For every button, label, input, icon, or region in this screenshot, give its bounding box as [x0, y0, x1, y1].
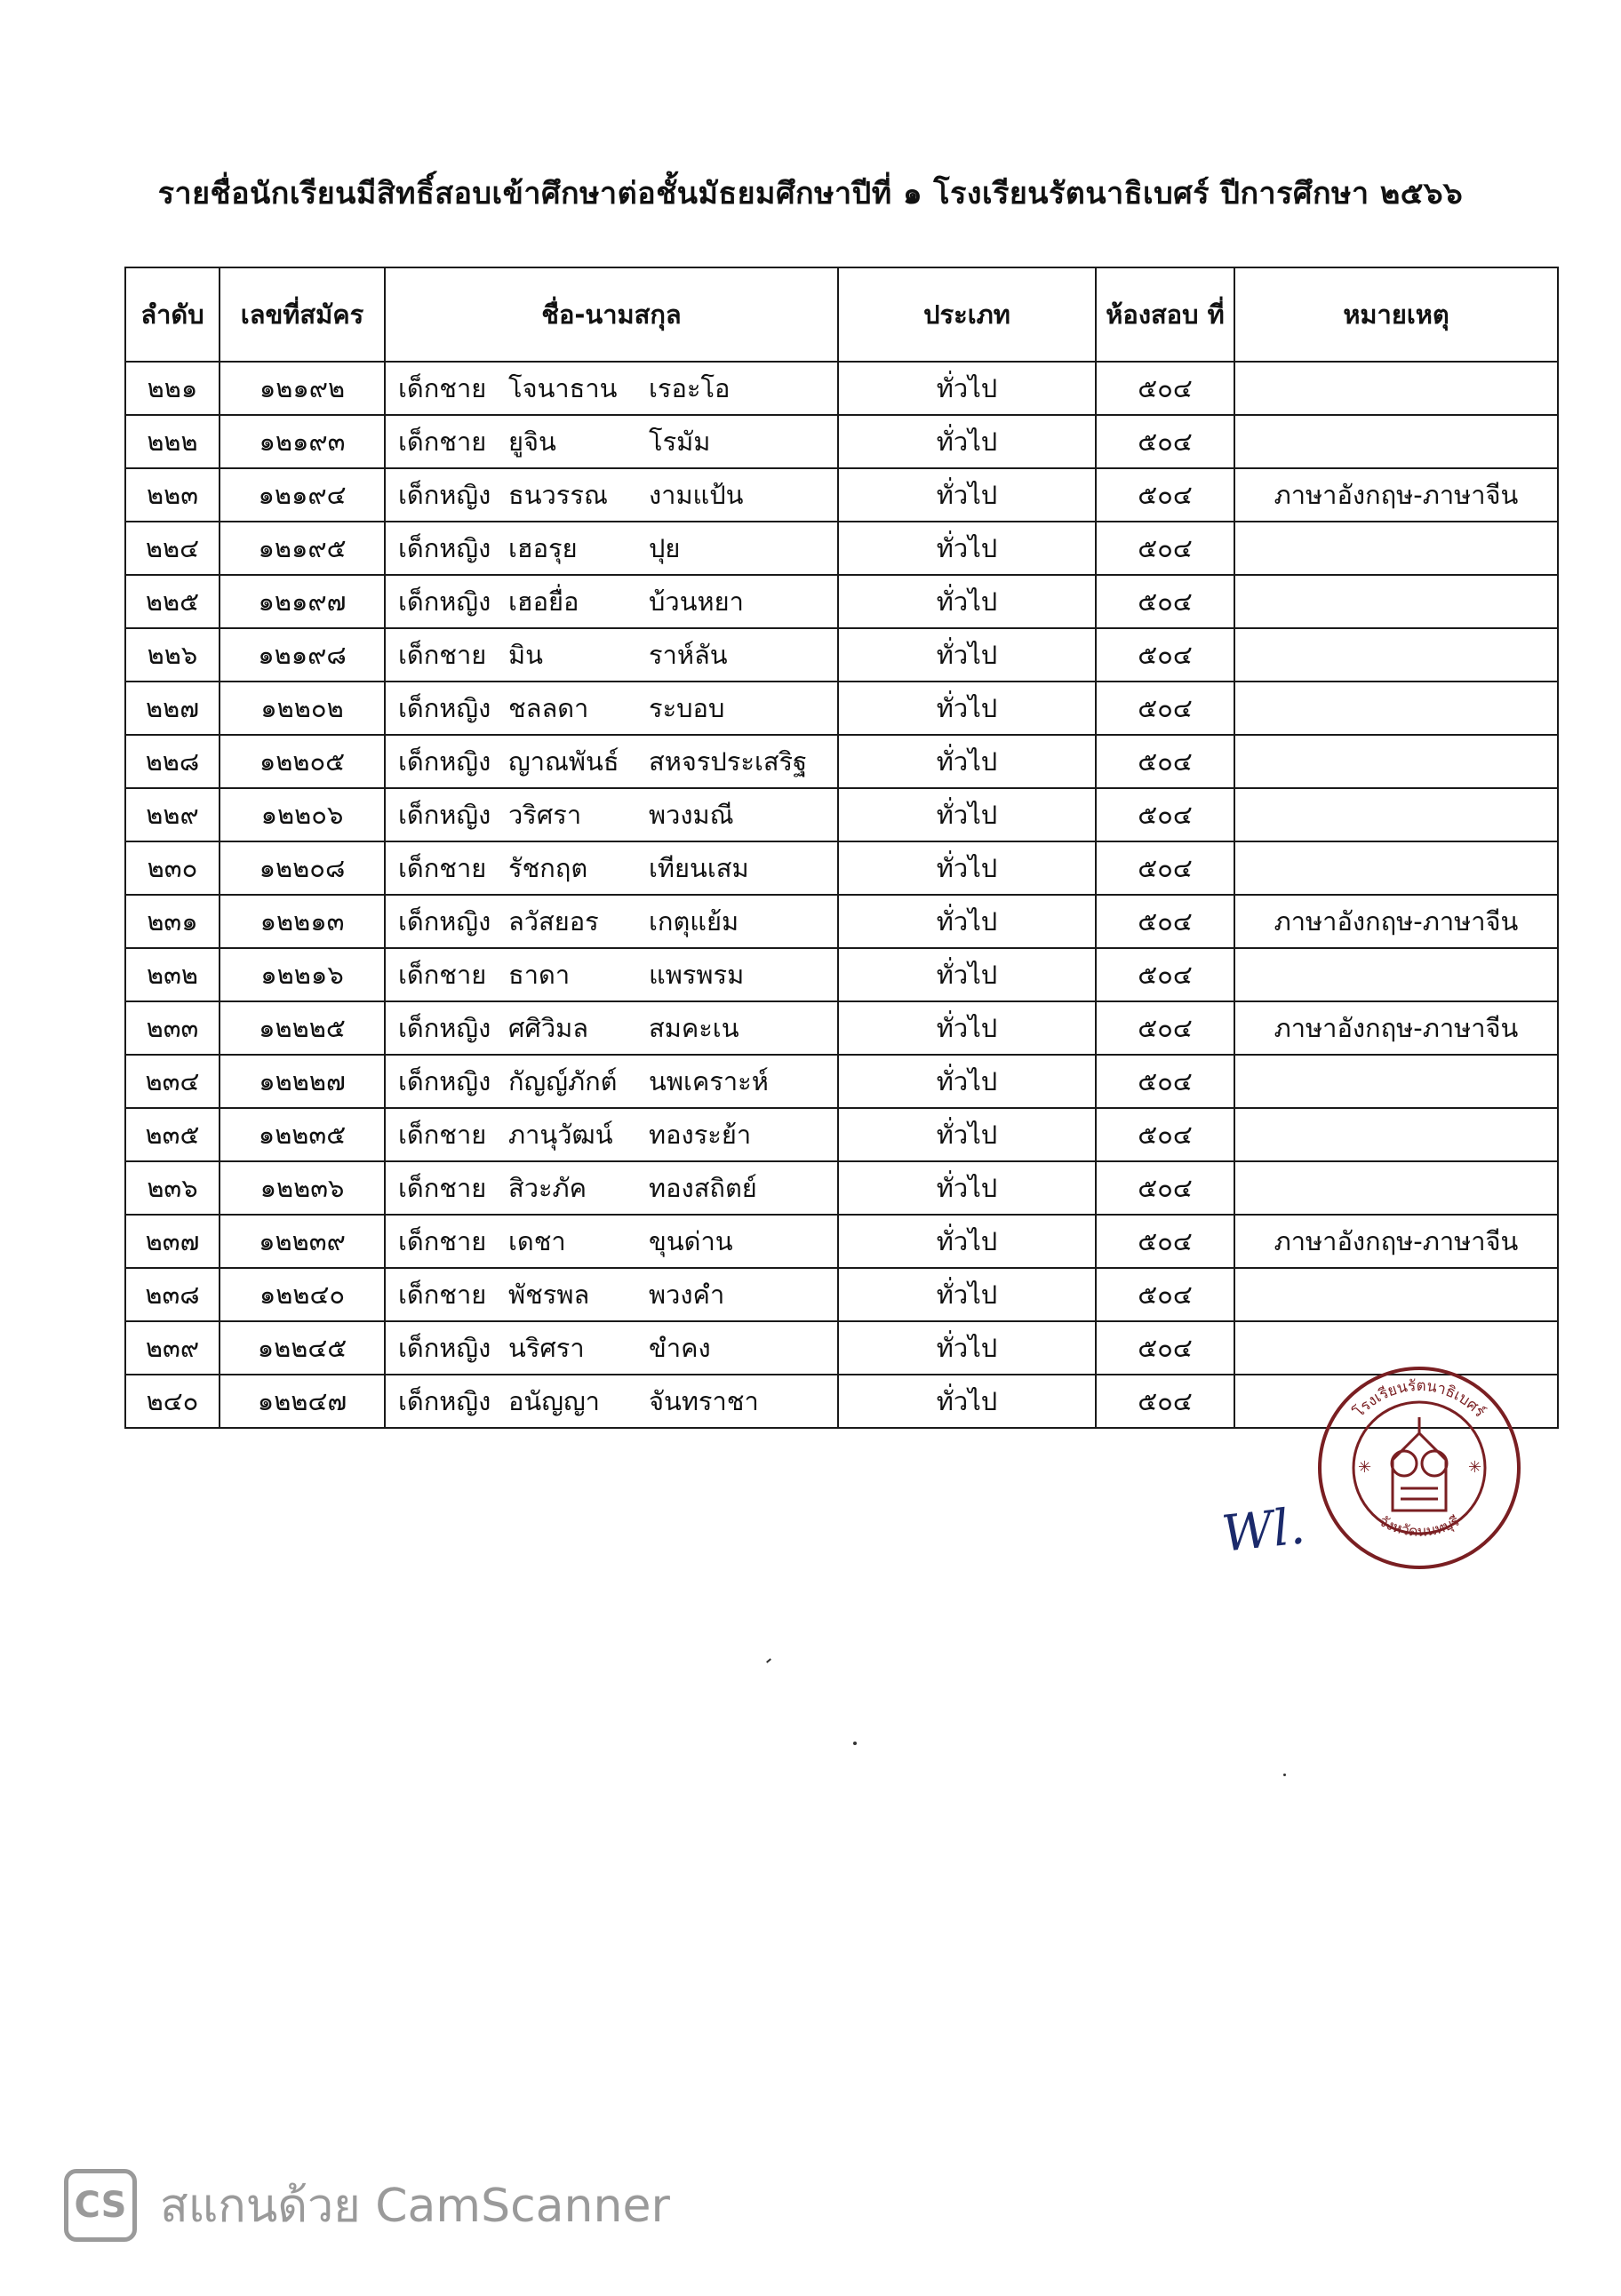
cell-room: ๕๐๔ — [1096, 522, 1234, 575]
cell-seq: ๒๒๗ — [125, 682, 220, 735]
name-prefix: เด็กหญิง — [398, 1386, 491, 1416]
last-name: ทองสถิตย์ — [649, 1173, 757, 1203]
first-name: ภานุวัฒน์ — [508, 1120, 613, 1150]
cell-name — [385, 628, 838, 682]
name-prefix: เด็กหญิง — [398, 1333, 491, 1363]
cell-name — [385, 895, 838, 948]
cell-room: ๕๐๔ — [1096, 788, 1234, 841]
cell-room: ๕๐๔ — [1096, 1055, 1234, 1108]
last-name: โรมัม — [649, 427, 711, 457]
name-prefix: เด็กชาย — [398, 640, 487, 670]
cell-room: ๕๐๔ — [1096, 948, 1234, 1001]
last-name: พวงมณี — [649, 800, 734, 830]
table-row — [125, 1055, 1558, 1108]
header-note: หมายเหตุ — [1234, 267, 1558, 362]
cell-app-no: ๑๒๒๒๗ — [220, 1055, 385, 1108]
cell-seq: ๒๒๕ — [125, 575, 220, 628]
last-name: บ้วนหยา — [649, 586, 744, 617]
cell-note — [1234, 1161, 1558, 1215]
name-prefix: เด็กหญิง — [398, 693, 491, 723]
cell-app-no: ๑๒๒๔๐ — [220, 1268, 385, 1321]
name-prefix: เด็กชาย — [398, 1173, 487, 1203]
cell-note — [1234, 841, 1558, 895]
cell-app-no: ๑๒๒๑๖ — [220, 948, 385, 1001]
first-name: ยูจิน — [508, 427, 556, 457]
cell-room: ๕๐๔ — [1096, 362, 1234, 415]
first-name: โจนาธาน — [508, 373, 618, 403]
cell-type: ทั่วไป — [838, 628, 1096, 682]
cell-room: ๕๐๔ — [1096, 1375, 1234, 1428]
first-name: เฮอรุย — [508, 533, 578, 563]
cell-note: ภาษาอังกฤษ-ภาษาจีน — [1234, 1001, 1558, 1055]
table-row — [125, 628, 1558, 682]
table-row — [125, 735, 1558, 788]
cell-type: ทั่วไป — [838, 1108, 1096, 1161]
last-name: เกตุแย้ม — [649, 906, 739, 937]
last-name: พวงคำ — [649, 1280, 725, 1310]
first-name: มิน — [508, 640, 543, 670]
cell-note: ภาษาอังกฤษ-ภาษาจีน — [1234, 895, 1558, 948]
first-name: สิวะภัค — [508, 1173, 587, 1203]
cell-type: ทั่วไป — [838, 415, 1096, 468]
cell-note: ภาษาอังกฤษ-ภาษาจีน — [1234, 468, 1558, 522]
cell-seq: ๒๓๐ — [125, 841, 220, 895]
cell-room: ๕๐๔ — [1096, 575, 1234, 628]
cell-type: ทั่วไป — [838, 895, 1096, 948]
first-name: กัญญ์ภักต์ — [508, 1066, 618, 1096]
name-prefix: เด็กหญิง — [398, 800, 491, 830]
name-prefix: เด็กหญิง — [398, 533, 491, 563]
cell-app-no: ๑๒๒๓๙ — [220, 1215, 385, 1268]
table-row — [125, 895, 1558, 948]
last-name: นพเคราะห์ — [649, 1066, 769, 1096]
cell-name — [385, 1001, 838, 1055]
student-roster-table — [124, 267, 1559, 1429]
cell-type: ทั่วไป — [838, 841, 1096, 895]
svg-text:โรงเรียนรัตนาธิเบศร์ — [1350, 1377, 1489, 1421]
cell-app-no: ๑๒๒๐๖ — [220, 788, 385, 841]
table-row — [125, 522, 1558, 575]
cell-room: ๕๐๔ — [1096, 628, 1234, 682]
table-row — [125, 1108, 1558, 1161]
first-name: ศศิวิมล — [508, 1013, 588, 1043]
last-name: ปุย — [649, 533, 681, 563]
cell-app-no: ๑๒๒๓๖ — [220, 1161, 385, 1215]
cell-seq: ๒๓๑ — [125, 895, 220, 948]
name-prefix: เด็กหญิง — [398, 746, 491, 777]
header-app-no: เลขที่สมัคร — [220, 267, 385, 362]
cell-app-no: ๑๒๒๐๕ — [220, 735, 385, 788]
name-prefix: เด็กชาย — [398, 960, 487, 990]
cell-type: ทั่วไป — [838, 1215, 1096, 1268]
last-name: เทียนเสม — [649, 853, 749, 883]
last-name: ราห์ลัน — [649, 640, 728, 670]
school-seal-stamp — [1315, 1364, 1524, 1573]
cell-app-no: ๑๒๒๒๕ — [220, 1001, 385, 1055]
cell-app-no: ๑๒๒๑๓ — [220, 895, 385, 948]
header-room: ห้องสอบ ที่ — [1096, 267, 1234, 362]
cell-room: ๕๐๔ — [1096, 468, 1234, 522]
cell-seq: ๒๒๓ — [125, 468, 220, 522]
cell-app-no: ๑๒๑๙๒ — [220, 362, 385, 415]
camscanner-watermark — [64, 2168, 670, 2242]
cell-type: ทั่วไป — [838, 788, 1096, 841]
name-prefix: เด็กชาย — [398, 853, 487, 883]
signature: Wl. — [1218, 1497, 1308, 1564]
first-name: อนัญญา — [508, 1386, 600, 1416]
table-row — [125, 1161, 1558, 1215]
cell-type: ทั่วไป — [838, 1001, 1096, 1055]
cell-note — [1234, 362, 1558, 415]
cell-name — [385, 468, 838, 522]
camscanner-watermark-text: สแกนด้วย CamScanner — [160, 2180, 670, 2233]
name-prefix: เด็กหญิง — [398, 480, 491, 510]
seal-text-bottom: จังหวัดนนทบุรี — [1376, 1511, 1463, 1540]
cell-seq: ๒๒๖ — [125, 628, 220, 682]
first-name: ชลลดา — [508, 693, 589, 723]
cell-app-no: ๑๒๑๙๔ — [220, 468, 385, 522]
cell-room: ๕๐๔ — [1096, 1268, 1234, 1321]
last-name: ขำคง — [649, 1333, 711, 1363]
svg-text:✳: ✳ — [1468, 1458, 1482, 1477]
cell-note — [1234, 522, 1558, 575]
name-prefix: เด็กชาย — [398, 373, 487, 403]
cell-room: ๕๐๔ — [1096, 735, 1234, 788]
table-row — [125, 1268, 1558, 1321]
cell-room: ๕๐๔ — [1096, 1215, 1234, 1268]
table-body — [125, 362, 1558, 1428]
cell-note — [1234, 1055, 1558, 1108]
cell-app-no: ๑๒๑๙๓ — [220, 415, 385, 468]
first-name: เฮอยื่อ — [508, 586, 579, 617]
table-row — [125, 1215, 1558, 1268]
table-row — [125, 362, 1558, 415]
svg-text:จังหวัดนนทบุรี — [1376, 1512, 1462, 1540]
first-name: ธาดา — [508, 960, 571, 990]
cell-type: ทั่วไป — [838, 948, 1096, 1001]
cell-app-no: ๑๒๒๐๘ — [220, 841, 385, 895]
cell-seq: ๒๓๕ — [125, 1108, 220, 1161]
cell-name — [385, 362, 838, 415]
cell-type: ทั่วไป — [838, 1055, 1096, 1108]
table-row — [125, 1001, 1558, 1055]
table-row — [125, 682, 1558, 735]
cell-type: ทั่วไป — [838, 522, 1096, 575]
cell-app-no: ๑๒๒๓๕ — [220, 1108, 385, 1161]
table-row — [125, 841, 1558, 895]
cell-seq: ๒๓๔ — [125, 1055, 220, 1108]
cell-seq: ๒๒๙ — [125, 788, 220, 841]
cell-type: ทั่วไป — [838, 1321, 1096, 1375]
cell-type: ทั่วไป — [838, 682, 1096, 735]
cell-room: ๕๐๔ — [1096, 1161, 1234, 1215]
last-name: ทองระย้า — [649, 1120, 752, 1150]
name-prefix: เด็กชาย — [398, 1120, 487, 1150]
scan-speck — [766, 1658, 771, 1662]
table-row — [125, 575, 1558, 628]
cell-note — [1234, 948, 1558, 1001]
cell-note — [1234, 788, 1558, 841]
cell-room: ๕๐๔ — [1096, 895, 1234, 948]
cell-app-no: ๑๒๑๙๘ — [220, 628, 385, 682]
table-row — [125, 415, 1558, 468]
last-name: สมคะเน — [649, 1013, 739, 1043]
cell-name — [385, 1055, 838, 1108]
cell-room: ๕๐๔ — [1096, 1108, 1234, 1161]
cell-name — [385, 1375, 838, 1428]
cell-seq: ๒๔๐ — [125, 1375, 220, 1428]
cell-app-no: ๑๒๑๙๕ — [220, 522, 385, 575]
first-name: พัชรพล — [508, 1280, 590, 1310]
last-name: จันทราชา — [649, 1386, 759, 1416]
first-name: นริศรา — [508, 1333, 585, 1363]
cell-type: ทั่วไป — [838, 735, 1096, 788]
cell-seq: ๒๓๓ — [125, 1001, 220, 1055]
cell-name — [385, 1108, 838, 1161]
cell-note — [1234, 628, 1558, 682]
table-row — [125, 468, 1558, 522]
first-name: ธนวรรณ — [508, 480, 608, 510]
cell-seq: ๒๓๗ — [125, 1215, 220, 1268]
cell-note — [1234, 575, 1558, 628]
cell-note — [1234, 1108, 1558, 1161]
name-prefix: เด็กชาย — [398, 1280, 487, 1310]
name-prefix: เด็กชาย — [398, 427, 487, 457]
cell-note: ภาษาอังกฤษ-ภาษาจีน — [1234, 1215, 1558, 1268]
name-prefix: เด็กหญิง — [398, 906, 491, 937]
cell-app-no: ๑๒๒๐๒ — [220, 682, 385, 735]
cell-seq: ๒๓๖ — [125, 1161, 220, 1215]
cell-room: ๕๐๔ — [1096, 841, 1234, 895]
cell-room: ๕๐๔ — [1096, 1001, 1234, 1055]
cell-name — [385, 1268, 838, 1321]
cell-note — [1234, 1268, 1558, 1321]
cell-note — [1234, 682, 1558, 735]
first-name: ลวัสยอร — [508, 906, 599, 937]
scan-speck — [853, 1742, 857, 1745]
first-name: วริศรา — [508, 800, 582, 830]
cell-type: ทั่วไป — [838, 1161, 1096, 1215]
cell-type: ทั่วไป — [838, 1375, 1096, 1428]
document-title: รายชื่อนักเรียนมีสิทธิ์สอบเข้าศึกษาต่อชั้นมัธยมศึกษาปีที่ ๑ โรงเรียนรัตนาธิเบศร์ ปีการศึกษา ๒๕๖๖ — [157, 176, 1464, 211]
name-prefix: เด็กหญิง — [398, 1066, 491, 1096]
last-name: เรอะโอ — [649, 373, 731, 403]
header-name: ชื่อ-นามสกุล — [385, 267, 838, 362]
name-prefix: เด็กหญิง — [398, 1013, 491, 1043]
cell-seq: ๒๒๔ — [125, 522, 220, 575]
cell-name — [385, 735, 838, 788]
cell-name — [385, 841, 838, 895]
name-prefix: เด็กชาย — [398, 1226, 487, 1256]
cell-name — [385, 1161, 838, 1215]
last-name: ระบอบ — [649, 693, 725, 723]
seal-text-top: โรงเรียนรัตนาธิเบศร์ — [1350, 1376, 1489, 1422]
last-name: แพรพรม — [649, 960, 745, 990]
cell-app-no: ๑๒๒๔๗ — [220, 1375, 385, 1428]
cell-note — [1234, 735, 1558, 788]
cell-name — [385, 788, 838, 841]
cell-name — [385, 1321, 838, 1375]
cell-type: ทั่วไป — [838, 575, 1096, 628]
svg-text:✳: ✳ — [1358, 1458, 1372, 1477]
cell-seq: ๒๒๘ — [125, 735, 220, 788]
cell-note — [1234, 415, 1558, 468]
header-seq: ลำดับ — [125, 267, 220, 362]
cell-name — [385, 682, 838, 735]
first-name: เดชา — [508, 1226, 566, 1256]
last-name: ขุนด่าน — [649, 1226, 733, 1256]
table-row — [125, 948, 1558, 1001]
cell-seq: ๒๓๒ — [125, 948, 220, 1001]
cell-type: ทั่วไป — [838, 362, 1096, 415]
first-name: ญาณพันธ์ — [508, 746, 619, 777]
cell-type: ทั่วไป — [838, 1268, 1096, 1321]
name-prefix: เด็กหญิง — [398, 586, 491, 617]
cell-room: ๕๐๔ — [1096, 1321, 1234, 1375]
table-header-row — [125, 267, 1558, 362]
header-type: ประเภท — [838, 267, 1096, 362]
cell-room: ๕๐๔ — [1096, 682, 1234, 735]
cell-name — [385, 948, 838, 1001]
table-row — [125, 788, 1558, 841]
cell-seq: ๒๓๙ — [125, 1321, 220, 1375]
cell-type: ทั่วไป — [838, 468, 1096, 522]
cell-room: ๕๐๔ — [1096, 415, 1234, 468]
cell-seq: ๒๒๑ — [125, 362, 220, 415]
cell-name — [385, 575, 838, 628]
camscanner-logo-icon: CS — [64, 2169, 137, 2242]
cell-name — [385, 415, 838, 468]
first-name: รัชกฤต — [508, 853, 588, 883]
last-name: งามแป้น — [649, 480, 744, 510]
cell-app-no: ๑๒๒๔๕ — [220, 1321, 385, 1375]
cell-name — [385, 1215, 838, 1268]
cell-seq: ๒๒๒ — [125, 415, 220, 468]
last-name: สหจรประเสริฐ — [649, 746, 808, 777]
cell-name — [385, 522, 838, 575]
cell-seq: ๒๓๘ — [125, 1268, 220, 1321]
cell-app-no: ๑๒๑๙๗ — [220, 575, 385, 628]
scan-speck — [1283, 1774, 1286, 1776]
